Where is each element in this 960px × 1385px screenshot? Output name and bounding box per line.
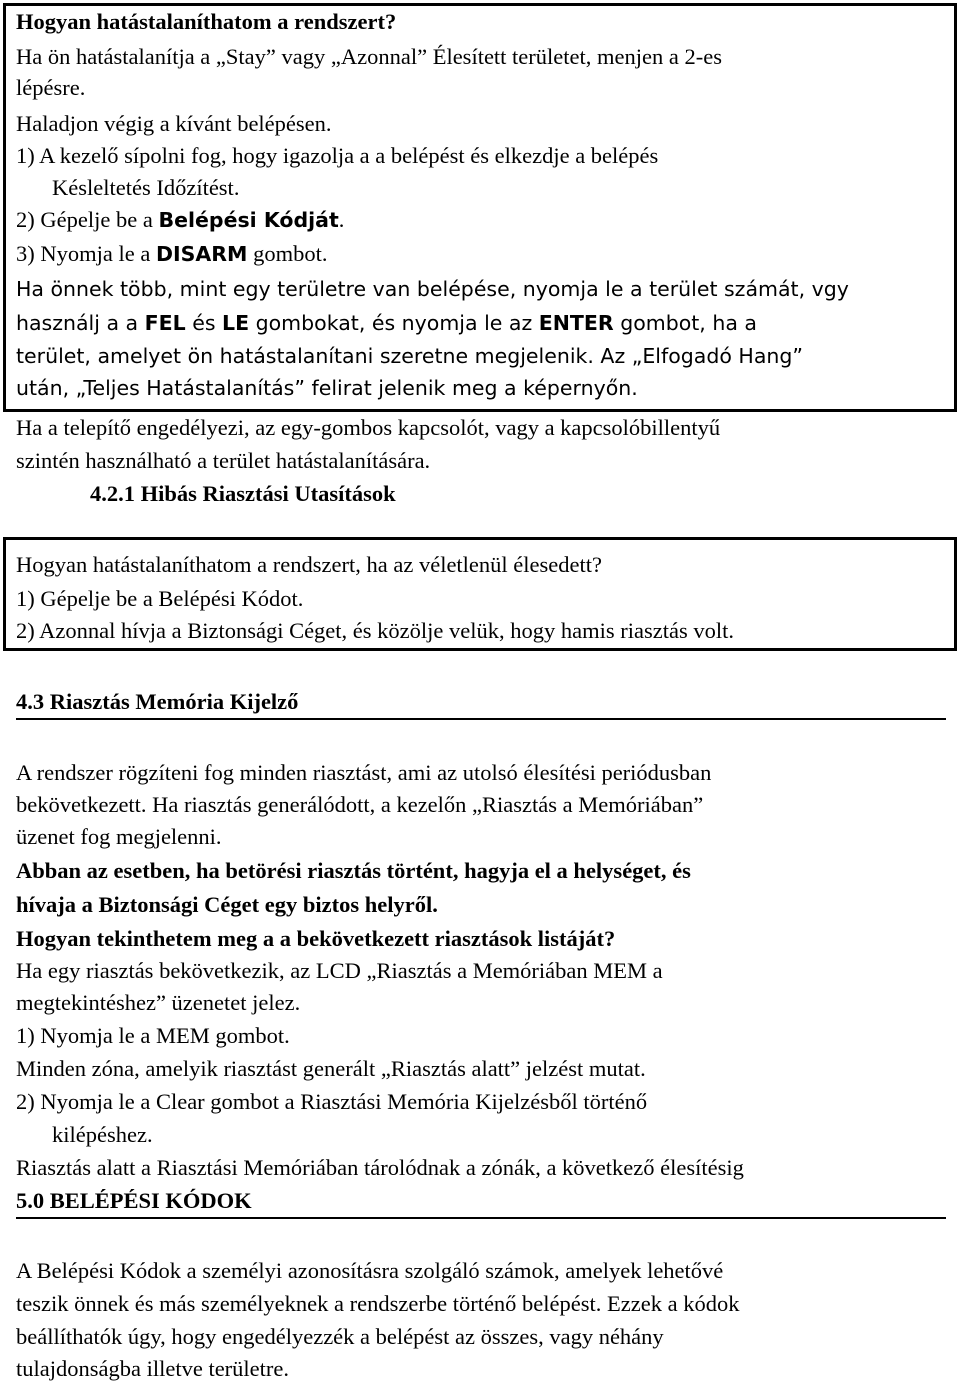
step-3-end: gombot. — [247, 241, 328, 266]
text-line: Minden zóna, amelyik riasztást generált „Riasztás alatt” jelzést mutat. — [16, 1056, 646, 1081]
text-line: Ha egy riasztás bekövetkezik, az LCD „Riasztás a Memóriában MEM a — [16, 958, 663, 983]
text-span: gombot, ha a — [613, 311, 757, 335]
up-key-term: FEL — [144, 311, 186, 335]
section-heading-43: 4.3 Riasztás Memória Kijelző — [16, 689, 299, 714]
step-2 — [16, 206, 344, 234]
disarm-heading: Hogyan hatástalaníthatom a rendszert? — [16, 9, 397, 34]
memory-step-2-cont: kilépéshez. — [52, 1122, 153, 1147]
text-line: A Belépési Kódok a személyi azonosításra szolgáló számok, amelyek lehetővé — [16, 1258, 724, 1283]
text-span: és — [185, 311, 223, 335]
text-line: A rendszer rögzíteni fog minden riasztást, ami az utolsó élesítési periódusban — [16, 760, 712, 785]
false-alarm-step-1: 1) Gépelje be a Belépési Kódot. — [16, 586, 304, 611]
step-2-end: . — [338, 207, 345, 232]
text-line: Riasztás alatt a Riasztási Memóriában tárolódnak a zónák, a következő élesítésig — [16, 1155, 744, 1180]
memory-step-2: 2) Nyomja le a Clear gombot a Riasztási Memória Kijelzésből történő — [16, 1089, 648, 1114]
text-line: beállíthatók úgy, hogy engedélyezzék a belépést az összes, vagy néhány — [16, 1324, 664, 1349]
text-line: Haladjon végig a kívánt belépésen. — [16, 111, 332, 136]
text-line: Ha a telepítő engedélyezi, az egy-gombos kapcsolót, vagy a kapcsolóbillentyű — [16, 415, 721, 440]
text-span: gombokat, és nyomja le az — [249, 311, 539, 335]
step-1-cont: Késleltetés Időzítést. — [52, 175, 240, 200]
heading-underline — [16, 1217, 946, 1219]
text-line: tulajdonságba illetve területre. — [16, 1356, 290, 1381]
false-alarm-step-2: 2) Azonnal hívja a Biztonsági Céget, és közölje velük, hogy hamis riasztás volt. — [16, 618, 734, 643]
text-line: megtekintéshez” üzenetet jelez. — [16, 990, 301, 1015]
down-key-term: LE — [222, 311, 250, 335]
step-3-text: 3) Nyomja le a — [16, 241, 156, 266]
multi-area-line-3: terület, amelyet ön hatástalanítani szeretne megjelenik. Az „Elfogadó Hang” — [16, 344, 804, 368]
section-heading-421: 4.2.1 Hibás Riasztási Utasítások — [90, 481, 396, 506]
text-line: bekövetkezett. Ha riasztás generálódott, a kezelőn „Riasztás a Memóriában” — [16, 792, 704, 817]
text-line: Hogyan hatástalaníthatom a rendszert, ha az véletlenül élesedett? — [16, 552, 602, 577]
step-1: 1) A kezelő sípolni fog, hogy igazolja a a belépést és elkezdje a belépés — [16, 143, 659, 168]
warning-line: Abban az esetben, ha betörési riasztás történt, hagyja el a helységet, és — [16, 858, 691, 883]
section-heading-50: 5.0 BELÉPÉSI KÓDOK — [16, 1188, 252, 1213]
text-line: teszik önnek és más személyeknek a rendszerbe történő belépést. Ezzek a kódok — [16, 1291, 740, 1316]
multi-area-line-4: után, „Teljes Hatástalanítás” felirat jelenik meg a képernyőn. — [16, 376, 638, 400]
question-heading: Hogyan tekinthetem meg a a bekövetkezett riasztások listáját? — [16, 926, 616, 951]
text-line: üzenet fog megjelenni. — [16, 824, 222, 849]
text-line: szintén használható a terület hatástalanítására. — [16, 448, 431, 473]
multi-area-line-2 — [16, 309, 757, 337]
warning-line: hívaja a Biztonsági Céget egy biztos helyről. — [16, 892, 438, 917]
text-span: használj a a — [16, 311, 145, 335]
disarm-key-term: DISARM — [155, 242, 248, 266]
text-line: Ha ön hatástalanítja a „Stay” vagy „Azonnal” Élesített területet, menjen a 2-es — [16, 44, 722, 69]
multi-area-line-1: Ha önnek több, mint egy területre van belépése, nyomja le a terület számát, vgy — [16, 277, 849, 301]
entry-code-term: Belépési Kódját — [158, 208, 339, 232]
memory-step-1: 1) Nyomja le a MEM gombot. — [16, 1023, 290, 1048]
heading-underline — [16, 718, 946, 720]
enter-key-term: ENTER — [538, 311, 614, 335]
step-2-text: 2) Gépelje be a — [16, 207, 159, 232]
step-3 — [16, 240, 327, 268]
text-line: lépésre. — [16, 75, 86, 100]
